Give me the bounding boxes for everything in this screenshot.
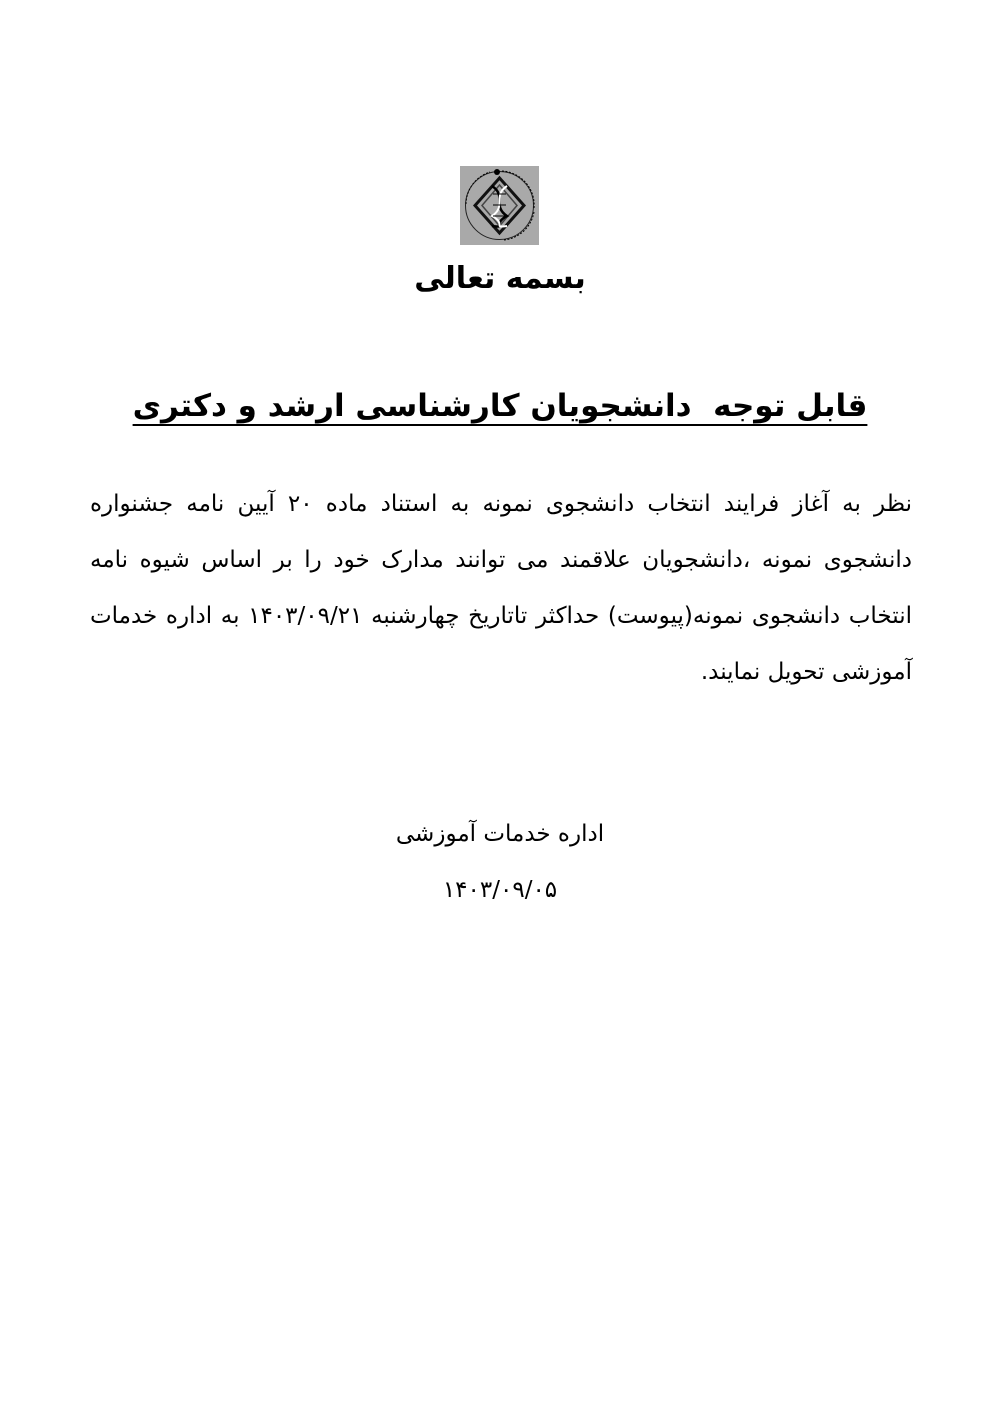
- signature-office: اداره خدمات آموزشی: [395, 821, 605, 847]
- institute-logo-icon: [460, 166, 539, 245]
- signature-date: ۱۴۰۳/۰۹/۰۵: [442, 877, 558, 903]
- signature-block: [0, 806, 1000, 918]
- notice-title-text: قابل توجه دانشجویان کارشناسی ارشد و دکتری: [132, 388, 868, 424]
- notice-title: [0, 380, 1000, 432]
- notice-body: نظر به آغاز فرایند انتخاب دانشجوی نمونه به استناد ماده ۲۰ آیین نامه جشنواره دانشجوی نمونه ،دانشجویان علاقمند می توانند مدارک خود را بر اساس شیوه نامه انتخاب دانشجوی نمونه(پیوست) حداکثر تاتاریخ چهارشنبه ۱۴۰۳/۰۹/۲۱ به اداره خدمات آموزشی تحویل نمایند.: [90, 491, 913, 685]
- basmala-heading: بسمه تعالی: [414, 261, 586, 296]
